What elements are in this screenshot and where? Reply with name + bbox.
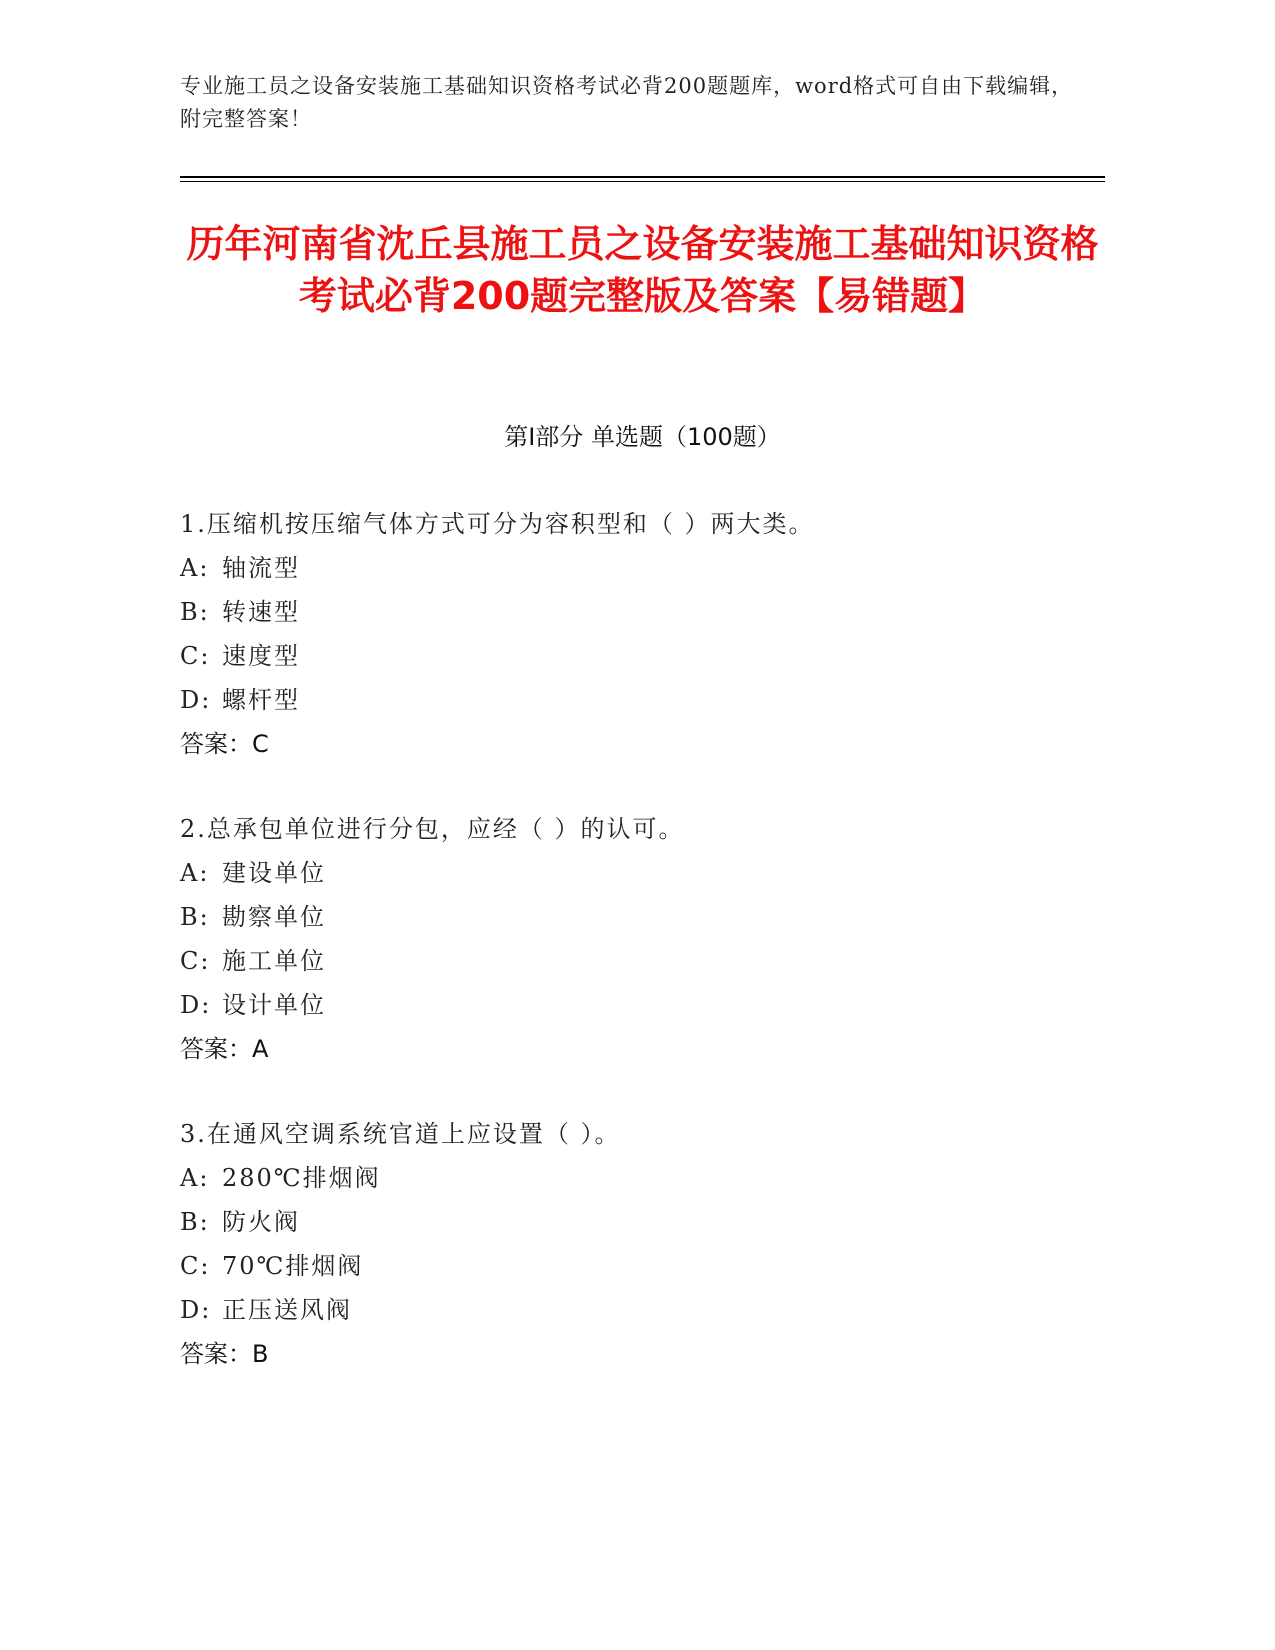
answer-line: 答案：C [180,730,269,758]
section-heading: 第Ⅰ部分 单选题（100题） [504,423,781,451]
option-d [180,678,1105,722]
question-2 [180,807,1105,1071]
question-stem: 3.在通风空调系统官道上应设置（ ）。 [180,1120,621,1148]
option-d [180,1288,1105,1332]
option-text: 速度型 [222,642,300,670]
option-c [180,1244,1105,1288]
option-text: 轴流型 [222,554,300,582]
option-b [180,590,1105,634]
option-text: 施工单位 [222,947,326,975]
option-key: B: [180,1208,210,1236]
option-text: 防火阀 [222,1208,300,1236]
option-text: 转速型 [222,598,300,626]
option-key: C: [180,947,211,975]
option-text: 勘察单位 [222,903,326,931]
answer-line: 答案：A [180,1035,269,1063]
option-key: A: [180,1164,210,1192]
option-text: 设计单位 [222,991,326,1019]
option-a [180,851,1105,895]
option-key: B: [180,598,210,626]
question-stem: 2.总承包单位进行分包，应经（ ）的认可。 [180,815,685,843]
option-a [180,1156,1105,1200]
option-text: 280℃排烟阀 [222,1164,381,1192]
option-text: 螺杆型 [222,686,300,714]
option-c [180,634,1105,678]
answer-line: 答案：B [180,1340,269,1368]
option-key: A: [180,859,210,887]
option-d [180,983,1105,1027]
option-key: B: [180,903,210,931]
option-b [180,1200,1105,1244]
option-key: C: [180,1252,211,1280]
option-text: 建设单位 [222,859,326,887]
question-3 [180,1112,1105,1376]
option-key: A: [180,554,210,582]
document-title: 历年河南省沈丘县施工员之设备安装施工基础知识资格考试必背200题完整版及答案【易错题】 [186,222,1099,318]
header-divider-thick [180,176,1105,178]
option-text: 70℃排烟阀 [222,1252,364,1280]
option-key: D: [180,991,212,1019]
option-key: D: [180,686,212,714]
header-divider-thin [180,181,1105,182]
option-b [180,895,1105,939]
header-note: 专业施工员之设备安装施工基础知识资格考试必背200题题库，word格式可自由下载编辑，附完整答案！ [180,74,1074,131]
question-1 [180,502,1105,766]
option-key: D: [180,1296,212,1324]
option-key: C: [180,642,211,670]
question-stem: 1.压缩机按压缩气体方式可分为容积型和（ ）两大类。 [180,510,815,538]
option-a [180,546,1105,590]
option-text: 正压送风阀 [222,1296,352,1324]
option-c [180,939,1105,983]
